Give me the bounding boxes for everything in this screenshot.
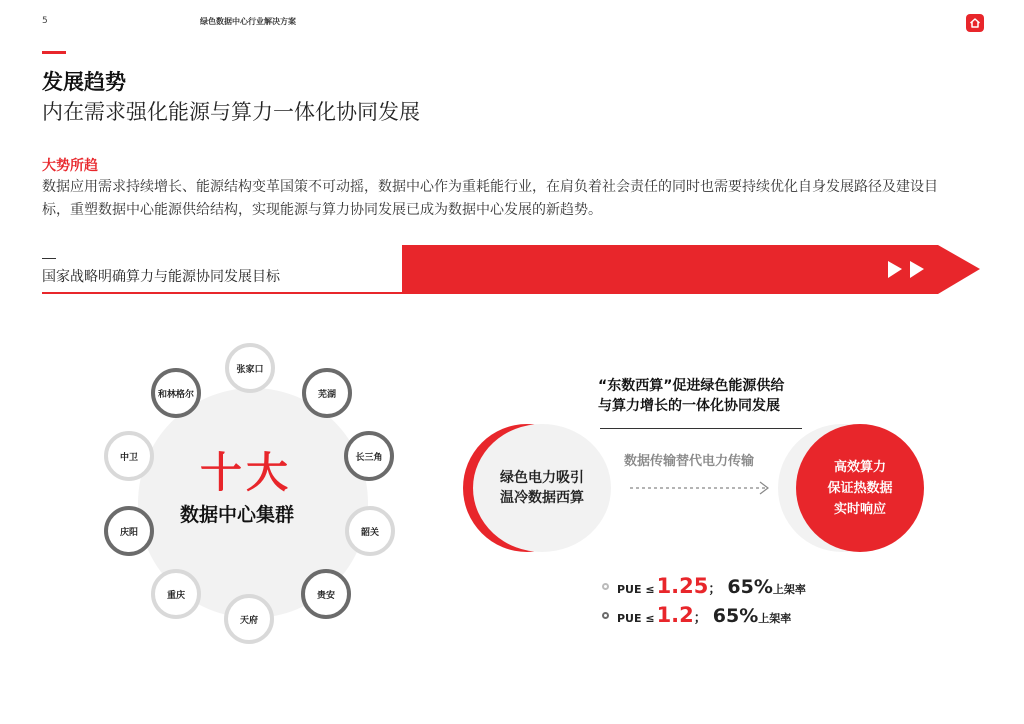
east-west-title: [598, 376, 808, 416]
pue-prefix: PUE ≤: [617, 612, 655, 625]
green-power-circle: [473, 424, 611, 552]
compute-line1: 高效算力: [833, 459, 886, 475]
page-title: 发展趋势: [42, 70, 126, 94]
pue-row-2: [602, 603, 791, 627]
pue-value: 1.25: [656, 574, 709, 598]
banner-arrow: [400, 243, 982, 297]
occupancy-label: 上架率: [772, 583, 806, 596]
cluster-count: 十大: [200, 448, 293, 497]
pue-prefix: PUE ≤: [617, 583, 655, 596]
compute-line3: 实时响应: [833, 501, 886, 517]
occupancy-percent: 65%: [727, 576, 773, 598]
home-button[interactable]: [966, 14, 984, 32]
banner-dash: [42, 258, 56, 259]
page-subtitle: 内在需求强化能源与算力一体化协同发展: [42, 100, 420, 124]
section-label: 大势所趋: [42, 158, 98, 174]
banner-underline: [42, 292, 404, 294]
occupancy-percent: 65%: [712, 605, 759, 627]
page-number: 5: [42, 16, 48, 26]
home-icon: [969, 17, 981, 29]
east-west-divider: [600, 428, 802, 429]
city-node: 庆阳: [104, 506, 154, 556]
compute-circle: [796, 424, 924, 552]
green-power-line1: 绿色电力吸引: [500, 470, 584, 486]
city-node: 张家口: [225, 343, 275, 393]
city-node: 韶关: [345, 506, 395, 556]
transfer-label: 数据传输替代电力传输: [624, 454, 755, 469]
city-node: 和林格尔: [151, 368, 201, 418]
pue-separator: ；: [693, 611, 707, 626]
city-node: 天府: [224, 594, 274, 644]
occupancy-label: 上架率: [758, 612, 792, 625]
green-power-line2: 温冷数据西算: [500, 490, 584, 506]
city-node: 长三角: [344, 431, 394, 481]
city-node: 芜湖: [302, 368, 352, 418]
pue-value: 1.2: [656, 603, 694, 627]
pue-separator: ；: [708, 582, 722, 597]
document-title: 绿色数据中心行业解决方案: [200, 17, 296, 26]
pue-bullet-dark: [602, 612, 609, 619]
compute-line2: 保证热数据: [827, 480, 893, 496]
cluster-label: 数据中心集群: [180, 504, 295, 526]
city-node: 重庆: [151, 569, 201, 619]
city-node: 中卫: [104, 431, 154, 481]
title-accent-bar: [42, 51, 66, 54]
dashed-arrow-icon: [628, 480, 774, 496]
east-west-title-line1: “东数西算”促进绿色能源供给: [598, 378, 785, 394]
pue-bullet-light: [602, 583, 609, 590]
section-body: 数据应用需求持续增长、能源结构变革国策不可动摇，数据中心作为重耗能行业，在肩负着社会责任的同时也需要持续优化自身发展路径及建设目标，重塑数据中心能源供给结构，实现能源与算力协同发展已成为数据中心发展的新趋势。: [42, 179, 938, 218]
east-west-title-line2: 与算力增长的一体化协同发展: [598, 398, 780, 414]
pue-row-1: [602, 574, 806, 598]
banner-label: 国家战略明确算力与能源协同发展目标: [42, 269, 280, 285]
city-node: 贵安: [301, 569, 351, 619]
